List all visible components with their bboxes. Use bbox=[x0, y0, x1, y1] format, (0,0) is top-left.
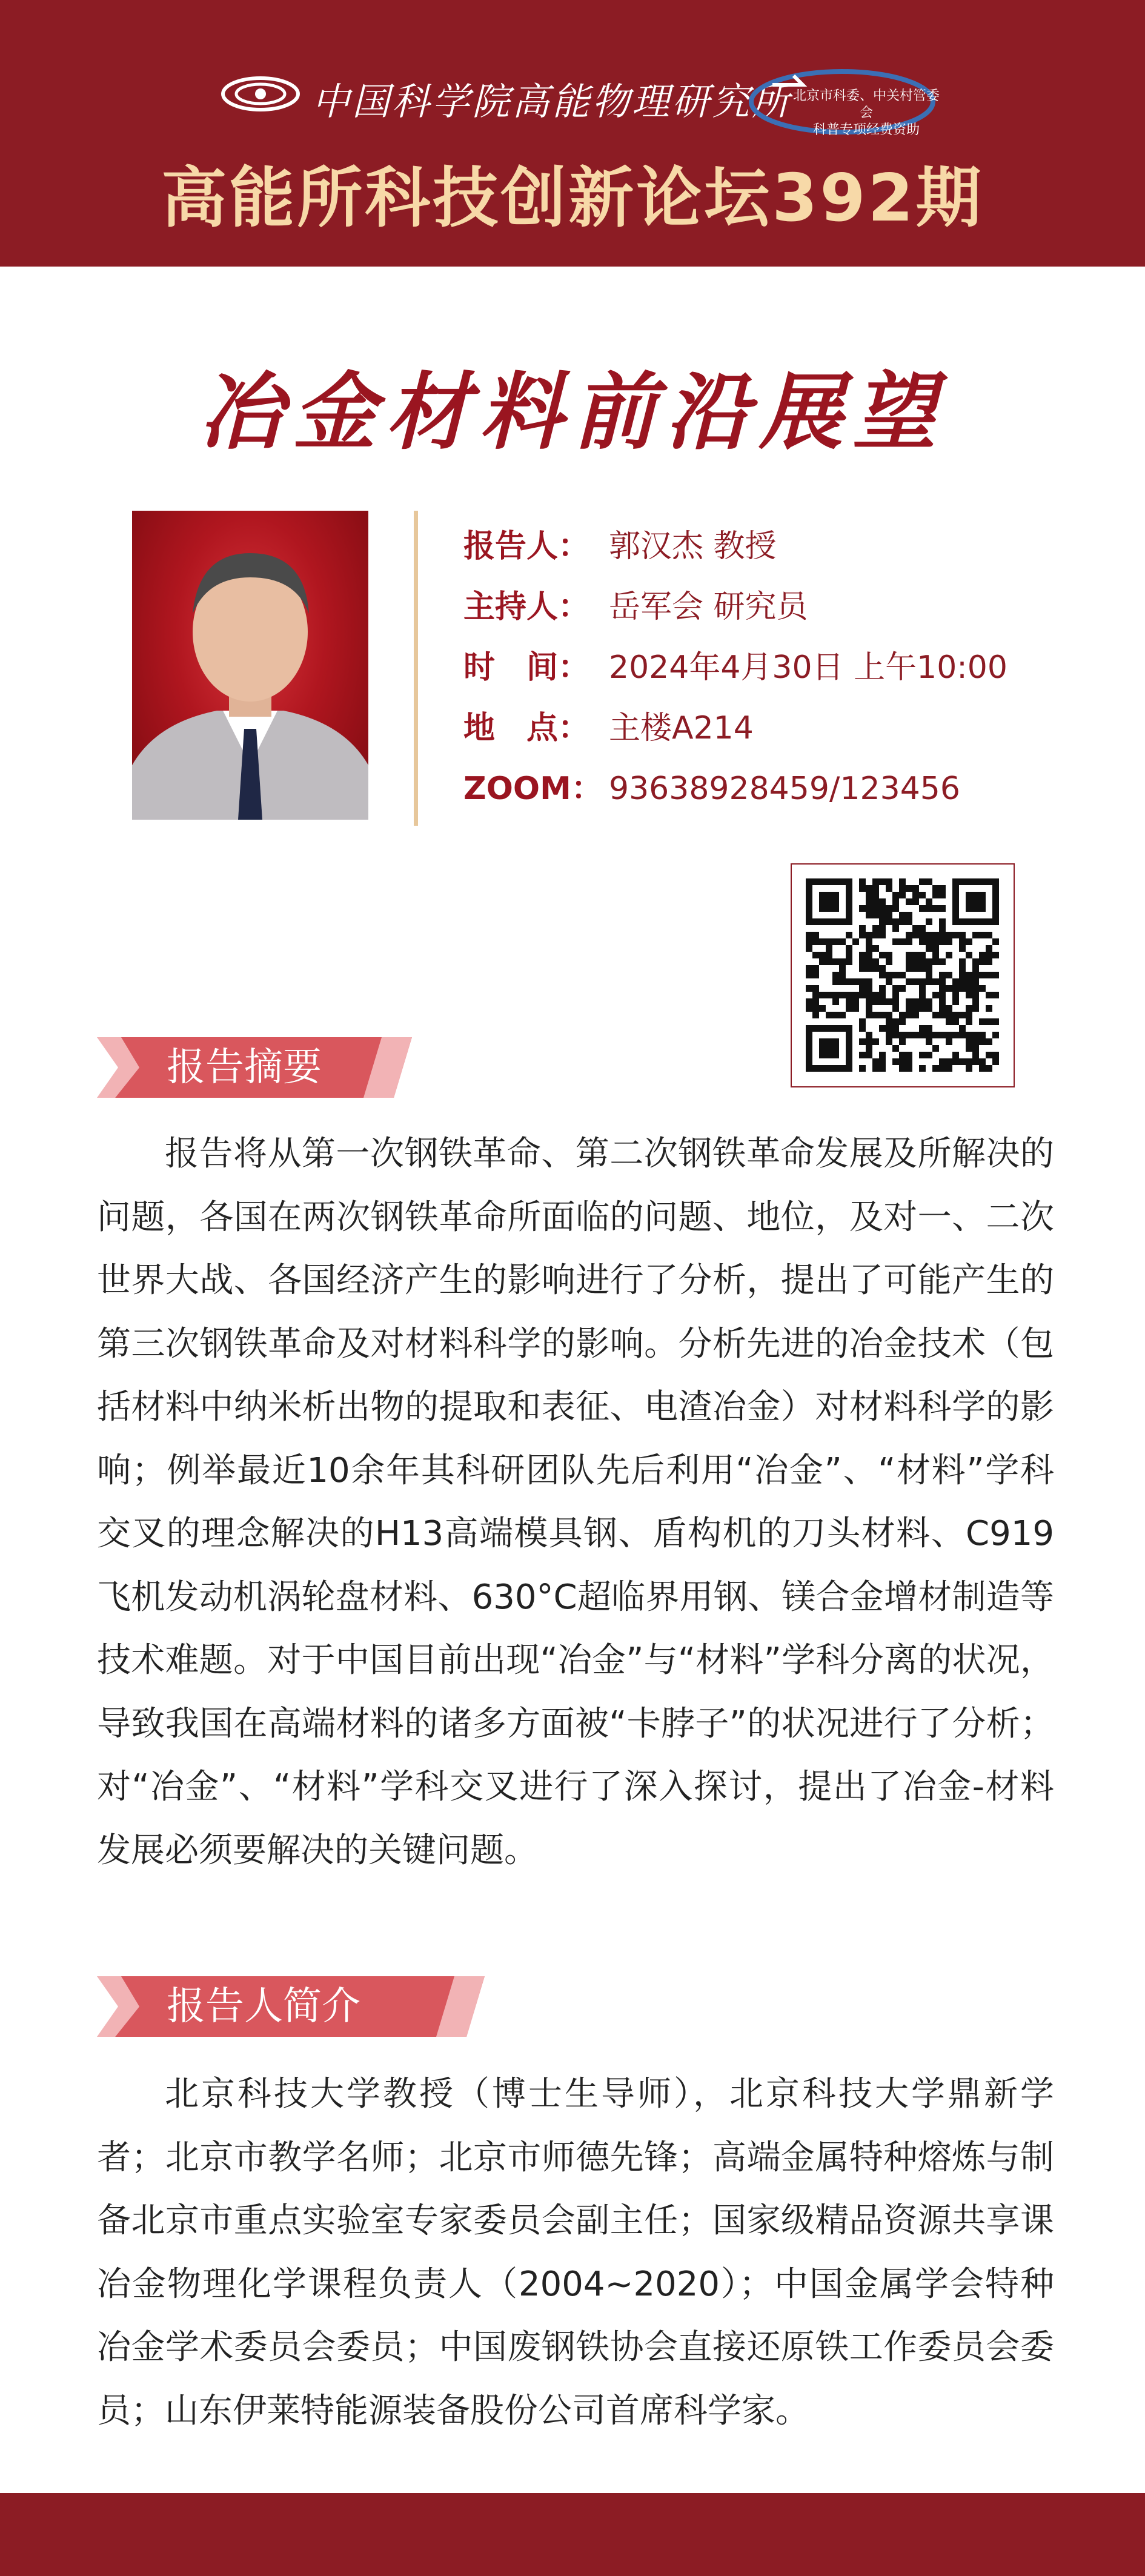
footer-banner bbox=[0, 2493, 1145, 2576]
partner-name-line2: 科普专项经费资助 bbox=[812, 122, 920, 138]
qr-code-icon bbox=[791, 863, 1015, 1087]
info-value: 郭汉杰 教授 bbox=[609, 528, 777, 565]
info-label: 主持人： bbox=[463, 589, 590, 625]
header-banner bbox=[0, 0, 1145, 267]
event-info bbox=[463, 522, 1069, 825]
info-label: ZOOM： bbox=[463, 771, 603, 807]
cas-logo-icon bbox=[218, 70, 303, 118]
info-value: 2024年4月30日 上午10:00 bbox=[609, 649, 1007, 686]
info-row-time bbox=[463, 643, 1069, 704]
partner-name-line1: 北京市科委、中关村管委会 bbox=[792, 88, 940, 121]
info-row-location bbox=[463, 704, 1069, 765]
forum-title: 高能所科技创新论坛392期 bbox=[161, 161, 984, 236]
abstract-title: 报告摘要 bbox=[167, 1045, 322, 1090]
abstract-text: 报告将从第一次钢铁革命、第二次钢铁革命发展及所解决的问题，各国在两次钢铁革命所面临的问题、地位，及对一、二次世界大战、各国经济产生的影响进行了分析，提出了可能产生的第三次钢铁革命及对材料科学的影响。分析先进的冶金技术（包括材料中纳米析出物的提取和表征、电渣冶金）对材料科学的影响；例举最近10余年其科研团队先后利用“冶金”、“材料”学科交叉的理念解决的H13高端模具钢、盾构机的刀头材料、C919飞机发动机涡轮盘材料、630°C超临界用钢、镁合金增材制造等技术难题。对于中国目前出现“冶金”与“材料”学科分离的状况，导致我国在高端材料的诸多方面被“卡脖子”的状况进行了分析；对“冶金”、“材料”学科交叉进行了深入探讨，提出了冶金-材料发展必须要解决的关键问题。 bbox=[97, 1134, 1054, 1870]
abstract-section-header bbox=[97, 1037, 412, 1098]
info-value: 主楼A214 bbox=[609, 710, 754, 746]
info-row-host bbox=[463, 583, 1069, 643]
info-label: 报告人： bbox=[463, 528, 590, 565]
info-label: 时 间： bbox=[463, 649, 590, 686]
lecture-title: 冶金材料前沿展望 bbox=[199, 363, 946, 461]
institute-name: 中国科学院高能物理研究所 bbox=[312, 79, 792, 124]
info-row-speaker bbox=[463, 522, 1069, 583]
info-row-zoom bbox=[463, 765, 1069, 825]
qr-code[interactable] bbox=[791, 863, 1015, 1087]
info-divider bbox=[414, 511, 418, 826]
info-value: 岳军会 研究员 bbox=[609, 589, 808, 625]
bio-title: 报告人简介 bbox=[167, 1984, 360, 2029]
partner-name bbox=[788, 88, 945, 139]
bio-section-header bbox=[97, 1976, 485, 2037]
info-label: 地 点： bbox=[463, 710, 590, 746]
bio-text: 北京科技大学教授（博士生导师），北京科技大学鼎新学者；北京市教学名师；北京市师德先锋；高端金属特种熔炼与制备北京市重点实验室专家委员会副主任；国家级精品资源共享课冶金物理化学课程负责人（2004~2020）；中国金属学会特种冶金学术委员会委员；中国废钢铁协会直接还原铁工作委员会委员；山东伊莱特能源装备股份公司首席科学家。 bbox=[97, 2074, 1054, 2431]
speaker-photo bbox=[132, 511, 368, 820]
info-value: 93638928459/123456 bbox=[609, 771, 960, 807]
